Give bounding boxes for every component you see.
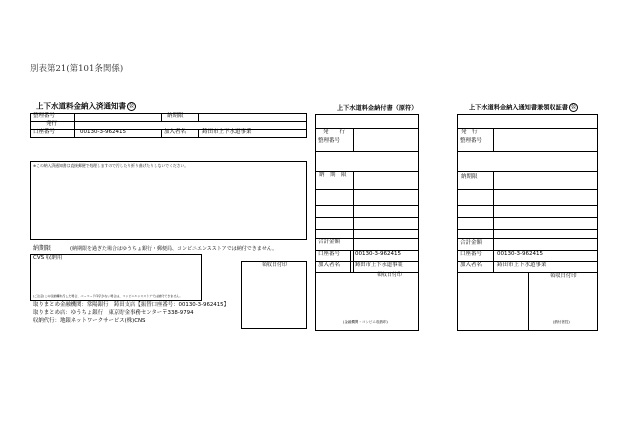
right-stamp-label: 領収日付印 [550,273,577,279]
middle-ref-no-label: 整理番号 [318,138,341,144]
middle-account-label: 口座番号 [318,251,341,257]
left-account-no: 00130-3-962415 [80,129,126,135]
left-notice-box [30,161,307,240]
middle-issue-label: 発 行 [323,129,346,135]
right-title-text: 上下水道料金納入通知書兼領収証書 [469,104,568,112]
left-member-name: 鋳田市上下水道事業 [202,129,252,135]
middle-total-label: 合計金額 [318,239,341,245]
left-stamp-box [241,261,307,329]
middle-stamp-note: (金融機関・コンビニ収納印) [343,320,388,324]
left-notice-text: ※この納入済通知書は直接郵便で処理しますので汚したり折り曲げたりしないでください。 [33,163,189,168]
right-account-label: 口座番号 [460,251,483,257]
seal-circle-icon: 公 [570,104,576,110]
right-account-no: 00130-3-962415 [497,251,543,257]
annex-label: 別表第21(第101条関係) [30,64,124,74]
right-total-label: 合計金額 [460,240,483,246]
left-account-label: 口座番号 [33,129,56,135]
left-member-label: 加入者名 [164,129,187,135]
left-title [36,102,136,111]
cvs-label: CVS 収納用 [33,255,63,261]
middle-due-label: 納 期 限 [319,172,347,178]
right-member-name: 鋳田市上下水道事業 [497,262,547,268]
middle-title: 上下水道料金納付書（原符） [337,105,418,112]
left-ref-no-label: 整理番号 [33,113,56,119]
left-header-table [30,113,307,138]
middle-account-no: 00130-3-962415 [355,251,401,257]
seal-circle-icon: 公 [128,103,134,109]
left-due-label: 納期限 [167,113,184,119]
right-member-label: 加入者名 [460,262,483,268]
footer-line-3: 収納代行：地銀ネットワークサービス(株)CNS [33,318,146,324]
left-issue-label: 発行 [46,121,58,127]
footer-line-2: 取りまとめ店：ゆうちょ銀行 東京貯金事務センター〒338-9794 [33,310,194,316]
left-title-text: 上下水道料金納入済通知書 [36,101,126,111]
right-ref-no-label: 整理番号 [460,138,483,144]
middle-table [315,114,419,331]
middle-member-name: 鋳田市上下水道事業 [355,262,403,268]
cvs-note: (ご注意)この収納欄を汚した場合、バーコード印字がない場合は、コンビニエンスストアでは納付できません。 [33,294,183,298]
middle-stamp-label: 領収日付印 [377,272,403,278]
footer-line-1: 取りまとめ金融機関：常陽銀行 鋳田支店【振替口座番号：00130-3-962415】 [33,302,229,308]
left-stamp-label: 領収日付印 [262,262,288,268]
right-issue-label: 発 行 [461,129,478,135]
right-due-label: 納期限 [461,174,478,180]
right-stamp-note: (納付者控) [553,320,570,324]
middle-member-label: 加入者名 [318,262,341,268]
left-due2-label: 納期限 [33,245,52,252]
right-title [469,103,578,112]
left-due-note: (納期限を過ぎた場合はゆうちょ銀行・郵便局、コンビニエンスストアでは納付できません。 [70,246,278,252]
